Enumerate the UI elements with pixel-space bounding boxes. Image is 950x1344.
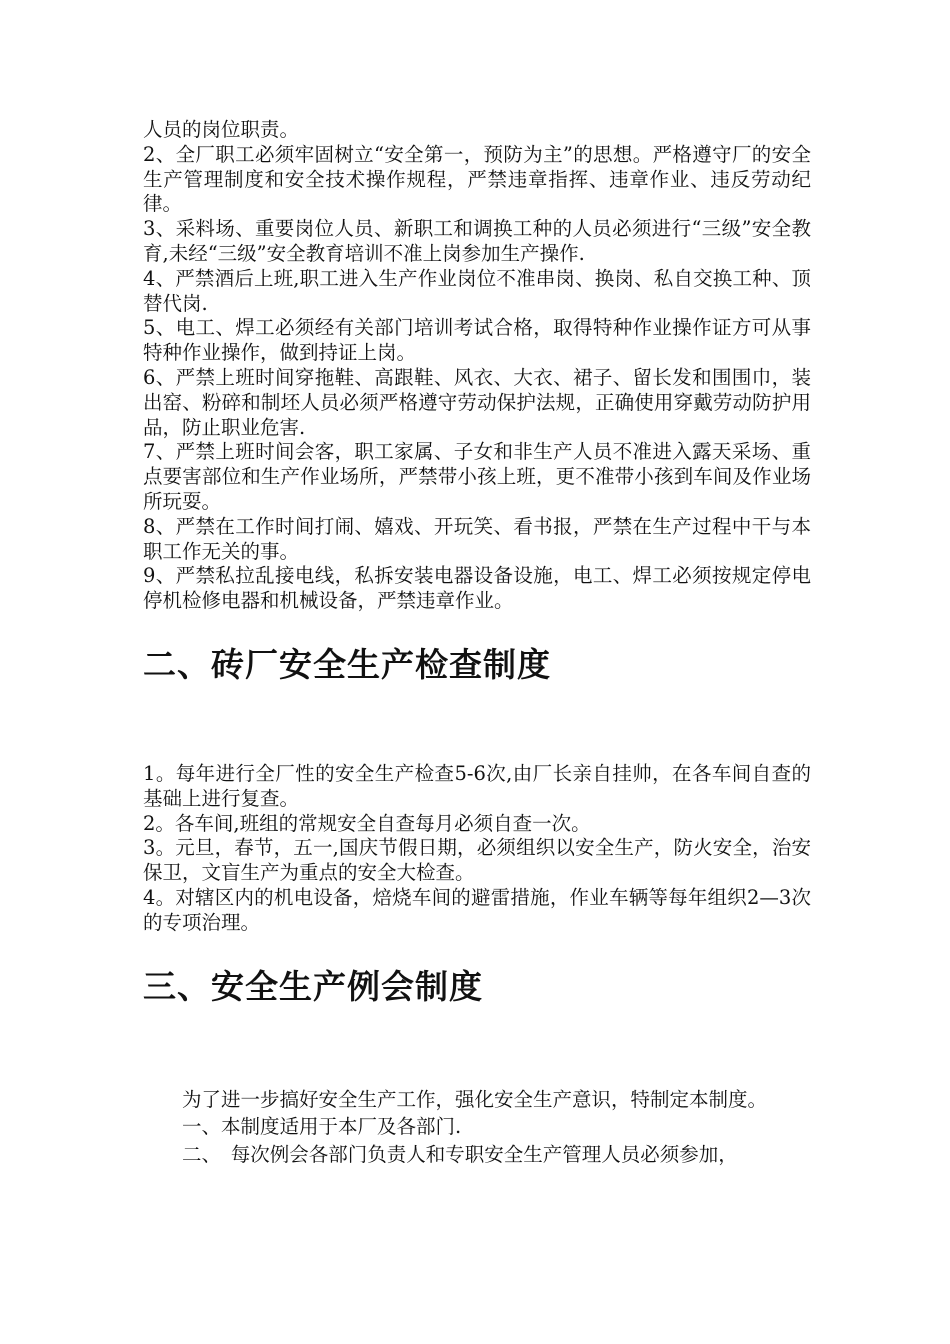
paragraph: 1。每年进行全厂性的安全生产检查5-6次,由厂长亲自挂帅，在各车间自查的基础上进行复查。 xyxy=(143,761,811,810)
paragraph: 8、严禁在工作时间打闹、嬉戏、开玩笑、看书报，严禁在生产过程中干与本职工作无关的事。 xyxy=(143,514,811,563)
section-rules xyxy=(143,118,811,614)
paragraph: 6、严禁上班时间穿拖鞋、高跟鞋、风衣、大衣、裙子、留长发和围围巾，装出窑、粉碎和制坯人员必须严格遵守劳动保护法规，正确使用穿戴劳动防护用品，防止职业危害. xyxy=(143,365,811,439)
paragraph: 3、采料场、重要岗位人员、新职工和调换工种的人员必须进行“三级”安全教育,未经“三级”安全教育培训不准上岗参加生产操作. xyxy=(143,217,811,265)
paragraph: 2。各车间,班组的常规安全自查每月必须自查一次。 xyxy=(143,811,591,835)
section-meeting xyxy=(143,1088,811,1168)
paragraph: 一、本制度适用于本厂及各部门. xyxy=(182,1115,462,1139)
paragraph: 2、全厂职工必须牢固树立“安全第一，预防为主”的思想。严格遵守厂的安全生产管理制度和安全技术操作规程，严禁违章指挥、违章作业、违反劳动纪律。 xyxy=(143,142,811,216)
paragraph: 4、严禁酒后上班,职工进入生产作业岗位不准串岗、换岗、私自交换工种、顶替代岗. xyxy=(143,266,811,315)
section-inspection xyxy=(143,762,811,936)
paragraph: 4。对辖区内的机电设备，焙烧车间的避雷措施，作业车辆等每年组织2—3次的专项治理。 xyxy=(143,885,811,934)
section-heading-inspection: 二、砖厂安全生产检查制度 xyxy=(143,644,551,684)
paragraph: 5、电工、焊工必须经有关部门培训考试合格，取得特种作业操作证方可从事特种作业操作，做到持证上岗。 xyxy=(143,316,811,365)
section-heading-meeting: 三、安全生产例会制度 xyxy=(143,966,483,1006)
document-body xyxy=(143,118,811,1168)
paragraph: 人员的岗位职责。 xyxy=(143,118,300,141)
paragraph: 二、 每次例会各部门负责人和专职安全生产管理人员必须参加， xyxy=(182,1143,738,1167)
paragraph: 为了进一步搞好安全生产工作，强化安全生产意识，特制定本制度。 xyxy=(182,1087,768,1111)
paragraph: 7、严禁上班时间会客，职工家属、子女和非生产人员不准进入露天采场、重点要害部位和生产作业场所，严禁带小孩上班，更不准带小孩到车间及作业场所玩耍。 xyxy=(143,440,811,513)
paragraph: 3。元旦，春节，五一,国庆节假日期，必须组织以安全生产，防火安全，治安保卫，文盲生产为重点的安全大检查。 xyxy=(143,836,811,885)
paragraph: 9、严禁私拉乱接电线，私拆安装电器设备设施，电工、焊工必须按规定停电停机检修电器和机械设备，严禁违章作业。 xyxy=(143,564,811,613)
